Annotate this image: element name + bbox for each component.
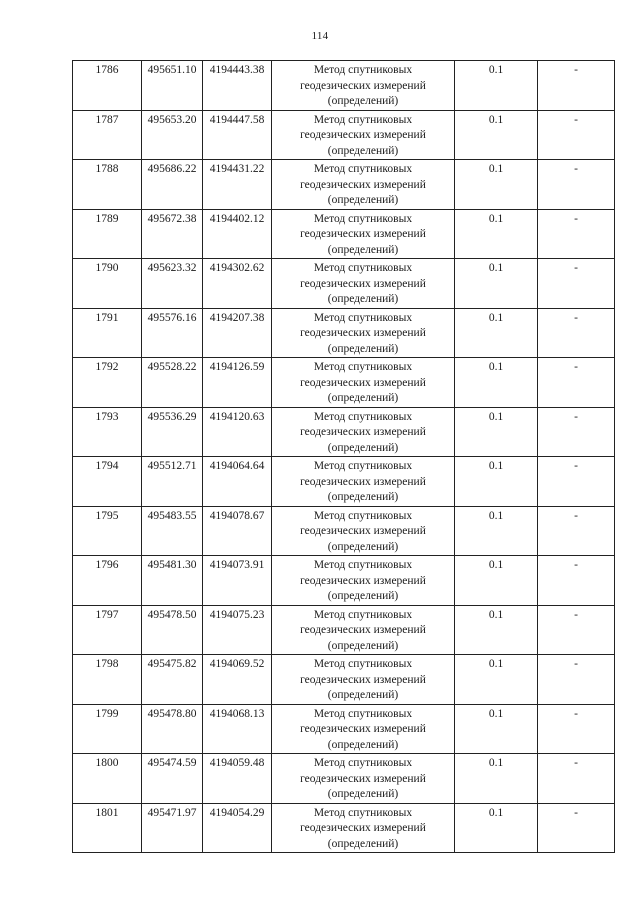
description-cell: - xyxy=(538,655,615,705)
description-cell: - xyxy=(538,556,615,606)
accuracy-cell: 0.1 xyxy=(455,209,538,259)
method-line: (определений) xyxy=(327,738,399,751)
method-line: Метод спутниковых xyxy=(313,608,413,621)
y-coordinate-cell: 4194120.63 xyxy=(203,407,272,457)
accuracy-cell: 0.1 xyxy=(455,160,538,210)
method-line: Метод спутниковых xyxy=(313,509,413,522)
point-number-cell: 1801 xyxy=(73,803,142,853)
x-coordinate-cell: 495672.38 xyxy=(142,209,203,259)
table-row xyxy=(73,160,615,210)
method-line: геодезических измерений xyxy=(300,277,426,290)
description-cell: - xyxy=(538,407,615,457)
point-number-cell: 1786 xyxy=(73,61,142,111)
method-line: (определений) xyxy=(327,590,399,602)
x-coordinate-cell: 495651.10 xyxy=(142,61,203,111)
method-cell xyxy=(272,506,455,556)
method-line: геодезических измерений xyxy=(300,624,426,636)
description-cell: - xyxy=(538,803,615,853)
method-cell xyxy=(272,160,455,210)
table-row xyxy=(73,655,615,705)
y-coordinate-cell: 4194069.52 xyxy=(203,655,272,705)
table-row xyxy=(73,407,615,457)
table-row xyxy=(73,308,615,358)
point-number-cell: 1797 xyxy=(73,605,142,655)
method-line: Метод спутниковых xyxy=(313,559,413,571)
method-cell xyxy=(272,407,455,457)
accuracy-cell: 0.1 xyxy=(455,61,538,111)
method-line: геодезических измерений xyxy=(300,129,426,141)
description-cell: - xyxy=(538,754,615,804)
table-row xyxy=(73,704,615,754)
table-row xyxy=(73,259,615,309)
method-line: геодезических измерений xyxy=(300,178,426,191)
point-number-cell: 1799 xyxy=(73,704,142,754)
table-row xyxy=(73,209,615,259)
accuracy-cell: 0.1 xyxy=(455,457,538,507)
y-coordinate-cell: 4194078.67 xyxy=(203,506,272,556)
method-line: Метод спутниковых xyxy=(313,212,413,225)
description-cell: - xyxy=(538,308,615,358)
method-line: геодезических измерений xyxy=(300,822,426,834)
table-row xyxy=(73,754,615,804)
y-coordinate-cell: 4194447.58 xyxy=(203,110,272,160)
method-cell xyxy=(272,110,455,160)
point-number-cell: 1793 xyxy=(73,407,142,457)
description-cell: - xyxy=(538,259,615,309)
accuracy-cell: 0.1 xyxy=(455,259,538,309)
y-coordinate-cell: 4194207.38 xyxy=(203,308,272,358)
method-line: геодезических измерений xyxy=(300,574,426,587)
method-line: (определений) xyxy=(327,194,399,206)
method-cell xyxy=(272,457,455,507)
method-cell xyxy=(272,704,455,754)
method-line: геодезических измерений xyxy=(300,426,426,438)
method-line: (определений) xyxy=(327,788,399,800)
method-line: (определений) xyxy=(327,392,399,404)
description-cell: - xyxy=(538,160,615,210)
x-coordinate-cell: 495686.22 xyxy=(142,160,203,210)
accuracy-cell: 0.1 xyxy=(455,110,538,160)
table-row xyxy=(73,803,615,853)
method-line: Метод спутниковых xyxy=(313,163,413,175)
method-line: Метод спутниковых xyxy=(313,806,413,819)
x-coordinate-cell: 495623.32 xyxy=(142,259,203,309)
method-line: Метод спутниковых xyxy=(313,361,413,373)
method-line: Метод спутниковых xyxy=(313,658,413,670)
x-coordinate-cell: 495528.22 xyxy=(142,358,203,408)
method-line: (определений) xyxy=(327,95,399,107)
method-line: (определений) xyxy=(327,837,399,850)
coordinates-table-body xyxy=(73,61,615,853)
method-line: (определений) xyxy=(327,144,399,157)
method-cell xyxy=(272,209,455,259)
y-coordinate-cell: 4194073.91 xyxy=(203,556,272,606)
y-coordinate-cell: 4194402.12 xyxy=(203,209,272,259)
point-number-cell: 1798 xyxy=(73,655,142,705)
method-line: Метод спутниковых xyxy=(313,757,413,769)
method-line: Метод спутниковых xyxy=(313,311,413,324)
accuracy-cell: 0.1 xyxy=(455,407,538,457)
accuracy-cell: 0.1 xyxy=(455,655,538,705)
point-number-cell: 1788 xyxy=(73,160,142,210)
y-coordinate-cell: 4194068.13 xyxy=(203,704,272,754)
description-cell: - xyxy=(538,457,615,507)
point-number-cell: 1787 xyxy=(73,110,142,160)
method-cell xyxy=(272,803,455,853)
method-line: (определений) xyxy=(327,342,399,355)
point-number-cell: 1789 xyxy=(73,209,142,259)
table-row xyxy=(73,457,615,507)
accuracy-cell: 0.1 xyxy=(455,358,538,408)
coordinates-table xyxy=(72,60,615,853)
x-coordinate-cell: 495481.30 xyxy=(142,556,203,606)
x-coordinate-cell: 495653.20 xyxy=(142,110,203,160)
table-row xyxy=(73,61,615,111)
accuracy-cell: 0.1 xyxy=(455,506,538,556)
description-cell: - xyxy=(538,605,615,655)
point-number-cell: 1791 xyxy=(73,308,142,358)
page-number: 114 xyxy=(311,30,329,42)
method-cell xyxy=(272,556,455,606)
method-line: геодезических измерений xyxy=(300,772,426,785)
y-coordinate-cell: 4194126.59 xyxy=(203,358,272,408)
method-line: (определений) xyxy=(327,540,399,553)
method-line: геодезических измерений xyxy=(300,327,426,339)
description-cell: - xyxy=(538,506,615,556)
accuracy-cell: 0.1 xyxy=(455,308,538,358)
method-cell xyxy=(272,259,455,309)
y-coordinate-cell: 4194059.48 xyxy=(203,754,272,804)
method-line: Метод спутниковых xyxy=(313,113,413,126)
method-line: (определений) xyxy=(327,441,399,454)
method-line: геодезических измерений xyxy=(300,228,426,240)
y-coordinate-cell: 4194054.29 xyxy=(203,803,272,853)
method-cell xyxy=(272,605,455,655)
table-row xyxy=(73,506,615,556)
x-coordinate-cell: 495474.59 xyxy=(142,754,203,804)
point-number-cell: 1795 xyxy=(73,506,142,556)
method-line: (определений) xyxy=(327,689,399,701)
description-cell: - xyxy=(538,61,615,111)
method-line: геодезических измерений xyxy=(300,525,426,537)
method-line: Метод спутниковых xyxy=(313,64,413,76)
x-coordinate-cell: 495576.16 xyxy=(142,308,203,358)
point-number-cell: 1796 xyxy=(73,556,142,606)
table-row xyxy=(73,556,615,606)
method-cell xyxy=(272,754,455,804)
accuracy-cell: 0.1 xyxy=(455,803,538,853)
point-number-cell: 1800 xyxy=(73,754,142,804)
x-coordinate-cell: 495478.50 xyxy=(142,605,203,655)
x-coordinate-cell: 495478.80 xyxy=(142,704,203,754)
method-line: Метод спутниковых xyxy=(313,410,413,423)
method-line: Метод спутниковых xyxy=(313,460,413,472)
method-line: геодезических измерений xyxy=(300,475,426,488)
x-coordinate-cell: 495512.71 xyxy=(142,457,203,507)
method-line: Метод спутниковых xyxy=(313,707,413,720)
y-coordinate-cell: 4194064.64 xyxy=(203,457,272,507)
y-coordinate-cell: 4194431.22 xyxy=(203,160,272,210)
method-cell xyxy=(272,358,455,408)
table-row xyxy=(73,110,615,160)
method-line: (определений) xyxy=(327,639,399,652)
description-cell: - xyxy=(538,704,615,754)
y-coordinate-cell: 4194302.62 xyxy=(203,259,272,309)
y-coordinate-cell: 4194443.38 xyxy=(203,61,272,111)
description-cell: - xyxy=(538,358,615,408)
method-line: геодезических измерений xyxy=(300,723,426,735)
table-row xyxy=(73,605,615,655)
accuracy-cell: 0.1 xyxy=(455,754,538,804)
method-cell xyxy=(272,308,455,358)
method-cell xyxy=(272,61,455,111)
method-line: Метод спутниковых xyxy=(313,262,413,274)
accuracy-cell: 0.1 xyxy=(455,605,538,655)
description-cell: - xyxy=(538,209,615,259)
method-line: геодезических измерений xyxy=(300,79,426,92)
table-row xyxy=(73,358,615,408)
method-line: (определений) xyxy=(327,243,399,256)
method-line: геодезических измерений xyxy=(300,673,426,686)
method-line: геодезических измерений xyxy=(300,376,426,389)
point-number-cell: 1792 xyxy=(73,358,142,408)
description-cell: - xyxy=(538,110,615,160)
x-coordinate-cell: 495475.82 xyxy=(142,655,203,705)
y-coordinate-cell: 4194075.23 xyxy=(203,605,272,655)
accuracy-cell: 0.1 xyxy=(455,704,538,754)
point-number-cell: 1794 xyxy=(73,457,142,507)
accuracy-cell: 0.1 xyxy=(455,556,538,606)
method-line: (определений) xyxy=(327,491,399,503)
x-coordinate-cell: 495536.29 xyxy=(142,407,203,457)
x-coordinate-cell: 495483.55 xyxy=(142,506,203,556)
point-number-cell: 1790 xyxy=(73,259,142,309)
method-cell xyxy=(272,655,455,705)
x-coordinate-cell: 495471.97 xyxy=(142,803,203,853)
method-line: (определений) xyxy=(327,293,399,305)
